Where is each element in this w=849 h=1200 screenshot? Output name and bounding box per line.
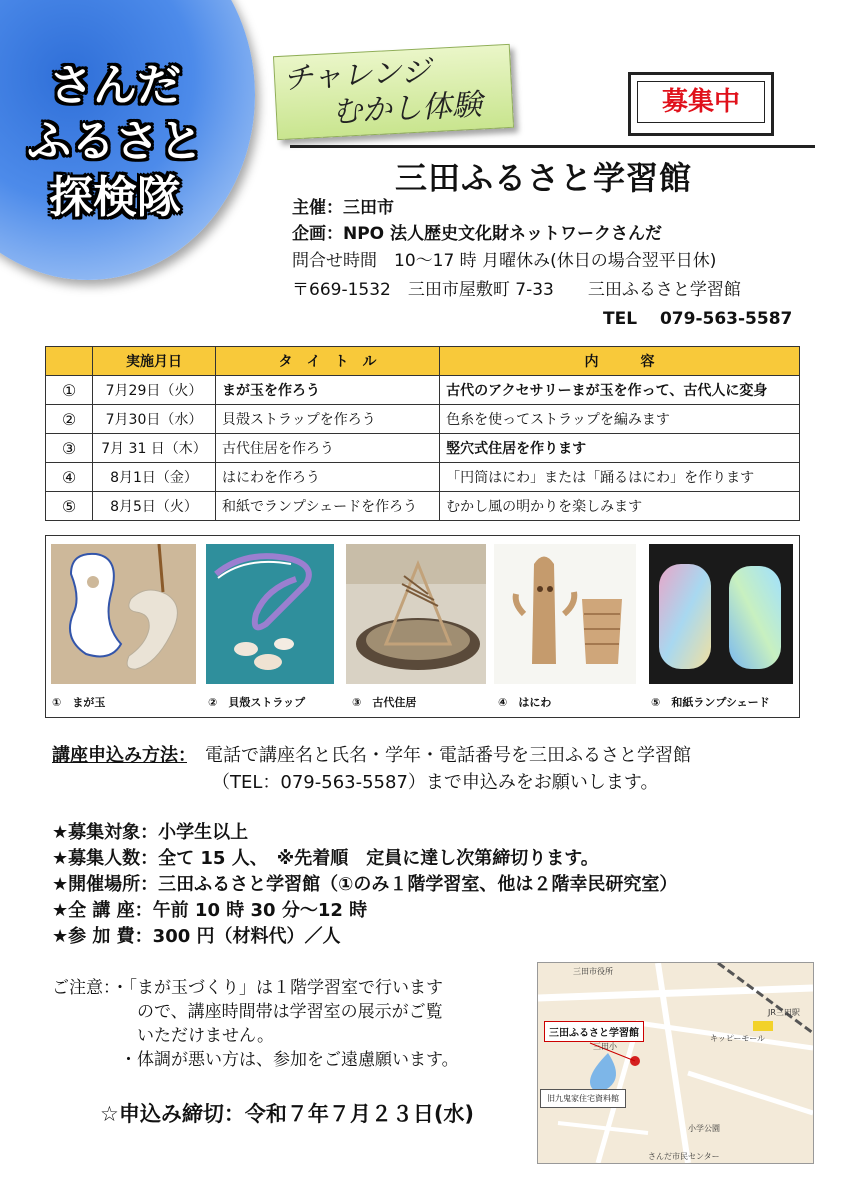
row-num: ③	[46, 434, 93, 463]
notice	[52, 976, 459, 1072]
magatama-photo	[51, 544, 196, 684]
header-title: タ イ ト ル	[216, 347, 440, 376]
badge-title	[0, 58, 230, 226]
notice-line: いただけません。	[52, 1026, 275, 1046]
row-content: むかし風の明かりを楽しみます	[440, 492, 800, 521]
map-label: さんだ市民センター	[648, 1152, 720, 1161]
strap-photo	[206, 544, 334, 684]
status-badge	[628, 72, 774, 136]
photo-strip	[45, 535, 800, 718]
badge-line: ふるさと	[27, 116, 203, 167]
details-list	[52, 820, 677, 950]
access-map	[537, 962, 814, 1164]
row-content: 色糸を使ってストラップを編みます	[440, 405, 800, 434]
header-date: 実施月日	[93, 347, 216, 376]
list-item: ★全 講 座：午前 10 時 30 分～12 時	[52, 900, 368, 921]
notice-line: ので、講座時間帯は学習室の展示がご覧	[52, 1002, 443, 1022]
notice-line: ご注意：・「まが玉づくり」は１階学習室で行います	[52, 978, 443, 998]
deadline: ☆申込み締切：令和７年７月２３日(水)	[100, 1102, 475, 1126]
table-row	[46, 463, 800, 492]
row-num: ④	[46, 463, 93, 492]
application-line2: （TEL：079-563-5587）まで申込みをお願いします。	[212, 772, 659, 793]
photo-caption: ① まが玉	[52, 696, 106, 709]
row-content: 古代のアクセサリーまが玉を作って、古代人に変身	[440, 376, 800, 405]
map-house-label: 旧九鬼家住宅資料館	[540, 1089, 626, 1108]
row-title: 貝殻ストラップを作ろう	[216, 405, 440, 434]
application-method	[52, 742, 691, 793]
table-row	[46, 405, 800, 434]
row-date: 8月1日（金）	[93, 463, 216, 492]
photo-caption: ② 貝殻ストラップ	[208, 696, 306, 709]
list-item: ★募集対象：小学生以上	[52, 822, 249, 843]
map-label: JR三田駅	[768, 1008, 800, 1017]
map-label: 三田市役所	[573, 967, 613, 976]
lampshade-photo	[649, 544, 793, 684]
map-label: 三田小	[593, 1042, 617, 1051]
dwelling-photo	[346, 544, 486, 684]
header-divider	[290, 145, 815, 148]
row-title: 和紙でランプシェードを作ろう	[216, 492, 440, 521]
map-venue-label: 三田ふるさと学習館	[544, 1021, 644, 1042]
notice-line: ・体調が悪い方は、参加をご遠慮願います。	[52, 1050, 459, 1070]
row-num: ⑤	[46, 492, 93, 521]
table-header-row	[46, 347, 800, 376]
table-row	[46, 492, 800, 521]
row-content: 竪穴式住居を作ります	[440, 434, 800, 463]
photo-caption: ③ 古代住居	[352, 696, 417, 709]
planner: 企画：NPO 法人歴史文化財ネットワークさんだ	[292, 224, 663, 244]
map-roads	[538, 963, 813, 1163]
application-heading: 講座申込み方法：	[52, 745, 187, 766]
row-num: ①	[46, 376, 93, 405]
table-row	[46, 376, 800, 405]
row-title: まが玉を作ろう	[216, 376, 440, 405]
list-item: ★募集人数：全て 15 人、 ※先着順 定員に達し次第締切ります。	[52, 848, 599, 869]
haniwa-photo	[494, 544, 636, 684]
row-date: 7月30日（水）	[93, 405, 216, 434]
status-label: 募集中	[637, 81, 765, 123]
header-num	[46, 347, 93, 376]
telephone: TEL 079-563-5587	[603, 309, 793, 329]
row-date: 8月5日（火）	[93, 492, 216, 521]
schedule-table	[45, 346, 800, 521]
badge-line: さんだ	[49, 60, 181, 111]
organizer: 主催：三田市	[292, 198, 394, 218]
header-content: 内 容	[440, 347, 800, 376]
row-content: 「円筒はにわ」または「踊るはにわ」を作ります	[440, 463, 800, 492]
table-row	[46, 434, 800, 463]
list-item: ★開催場所：三田ふるさと学習館（①のみ１階学習室、他は２階幸民研究室）	[52, 874, 678, 895]
address: 〒669-1532 三田市屋敷町 7-33 三田ふるさと学習館	[292, 280, 741, 300]
row-title: 古代住居を作ろう	[216, 434, 440, 463]
badge-line: 探検隊	[49, 172, 181, 223]
list-item: ★参 加 費：300 円（材料代）／人	[52, 926, 341, 947]
map-label: キッピーモール	[710, 1034, 766, 1043]
map-label: 小学公園	[688, 1124, 720, 1133]
row-num: ②	[46, 405, 93, 434]
inquiry-hours: 問合せ時間 10～17 時 月曜休み(休日の場合翌平日休)	[292, 251, 717, 271]
challenge-line2: むかし体験	[331, 87, 483, 131]
photo-caption: ⑤ 和紙ランプシェード	[651, 696, 770, 709]
venue-title: 三田ふるさと学習館	[395, 159, 693, 197]
row-date: 7月 31 日（木）	[93, 434, 216, 463]
challenge-sticker	[273, 44, 514, 140]
application-line1: 電話で講座名と氏名・学年・電話番号を三田ふるさと学習館	[187, 745, 691, 766]
row-date: 7月29日（火）	[93, 376, 216, 405]
challenge-line1: チャレンジ	[282, 54, 432, 97]
row-title: はにわを作ろう	[216, 463, 440, 492]
photo-caption: ④ はにわ	[498, 696, 552, 709]
